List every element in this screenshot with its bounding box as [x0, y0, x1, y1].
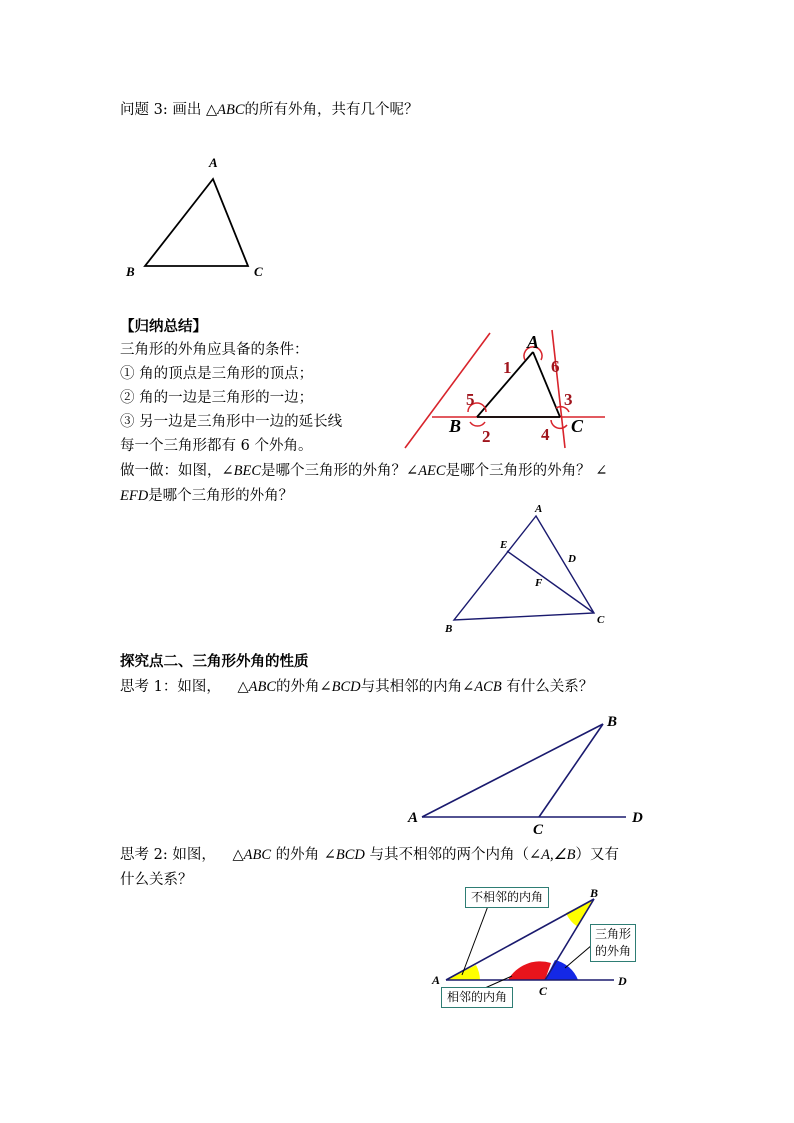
fig2-label-c: C — [571, 416, 584, 436]
q3-abc: ABC — [217, 102, 245, 118]
fig2-label-b: B — [449, 416, 462, 436]
doit-efd: EFD — [120, 488, 149, 504]
think2-abc: ABC — [243, 847, 271, 863]
doit-text-c: 是哪个三角形的外角？ ∠ — [445, 463, 608, 479]
pointer-ext — [565, 945, 592, 968]
summary-line-5: 每一个三角形都有 6 个外角。 — [120, 438, 313, 454]
fig1-label-c: C — [254, 264, 263, 279]
fig2-label-6: 6 — [551, 357, 560, 376]
fig3-label-a: A — [535, 503, 543, 515]
callout-exterior-line-2: 的外角 — [595, 944, 632, 958]
fig5-label-c: C — [539, 984, 548, 998]
fig1-label-b: B — [126, 264, 135, 279]
think2-a: 思考 2: 如图， — [120, 847, 216, 863]
fig2-label-a: A — [527, 332, 540, 352]
fig5-label-b: B — [590, 886, 599, 900]
doit-aec: AEC — [418, 463, 446, 479]
doit-text-a: 做一做：如图，∠ — [120, 463, 234, 479]
fig2-label-3: 3 — [564, 390, 573, 409]
callout-exterior-line-1: 三角形 — [595, 927, 632, 941]
fig4-label-a: A — [408, 810, 419, 826]
summary-line-3: ② 角的一边是三角形的一边； — [120, 390, 314, 406]
think2-tri: △ — [232, 847, 244, 863]
explore-heading: 探究点二、三角形外角的性质 — [120, 654, 309, 670]
think2-b: 的外角 ∠ — [271, 847, 336, 863]
doit-text-b: 是哪个三角形的外角？∠ — [261, 463, 419, 479]
fig4-label-c: C — [533, 822, 544, 838]
fig2-label-4: 4 — [541, 425, 550, 444]
summary-line-1: 三角形的外角应具备的条件： — [120, 342, 309, 358]
fig3-label-f: F — [535, 577, 543, 589]
think1-tri: △ — [237, 679, 249, 695]
callout-nonadjacent-angles: 不相邻的内角 — [465, 887, 549, 908]
think2-bcd: BCD — [335, 847, 365, 863]
think2-ab: A,∠B — [541, 847, 576, 863]
think2-c: 与其不相邻的两个内角（∠ — [364, 847, 542, 863]
q3-prefix: 问题 3: 画出 — [120, 102, 202, 118]
think1-abc: ABC — [248, 679, 276, 695]
fig2-label-2: 2 — [482, 427, 491, 446]
summary-heading: 【归纳总结】 — [120, 319, 207, 335]
fig5-label-d: D — [618, 974, 627, 988]
fig5-label-a: A — [432, 973, 441, 987]
think1-d: 有什么关系？ — [501, 679, 594, 695]
red-angle-acb — [508, 961, 551, 980]
fig3-label-c: C — [597, 614, 605, 626]
think1-bcd: BCD — [331, 679, 361, 695]
fig3-label-e: E — [500, 539, 508, 551]
doit-text-d: 是哪个三角形的外角？ — [148, 488, 294, 504]
summary-line-2: ① 角的顶点是三角形的顶点； — [120, 366, 314, 382]
think2-d: ）又有 — [575, 847, 619, 863]
fig2-label-1: 1 — [503, 358, 512, 377]
callout-exterior-angle — [590, 924, 636, 962]
fig3-label-d: D — [568, 553, 576, 565]
fig4-label-b: B — [607, 714, 618, 730]
doit-bec: BEC — [233, 463, 262, 479]
think1-c: 与其相邻的内角∠ — [360, 679, 475, 695]
fig2-label-5: 5 — [466, 390, 475, 409]
callout-adjacent-angle: 相邻的内角 — [441, 987, 513, 1008]
q3-suffix: 的所有外角，共有几个呢？ — [244, 102, 419, 118]
q3-triangle-symbol: △ — [205, 102, 218, 118]
summary-line-4: ③ 另一边是三角形中一边的延长线 — [120, 414, 343, 430]
fig1-label-a: A — [209, 155, 218, 170]
fig4-label-d: D — [632, 810, 643, 826]
think-2-line-2: 什么关系？ — [120, 872, 193, 888]
think1-b: 的外角∠ — [276, 679, 332, 695]
think1-acb: ACB — [474, 679, 502, 695]
fig3-label-b: B — [445, 623, 453, 635]
think1-a: 思考 1：如图， — [120, 679, 221, 695]
